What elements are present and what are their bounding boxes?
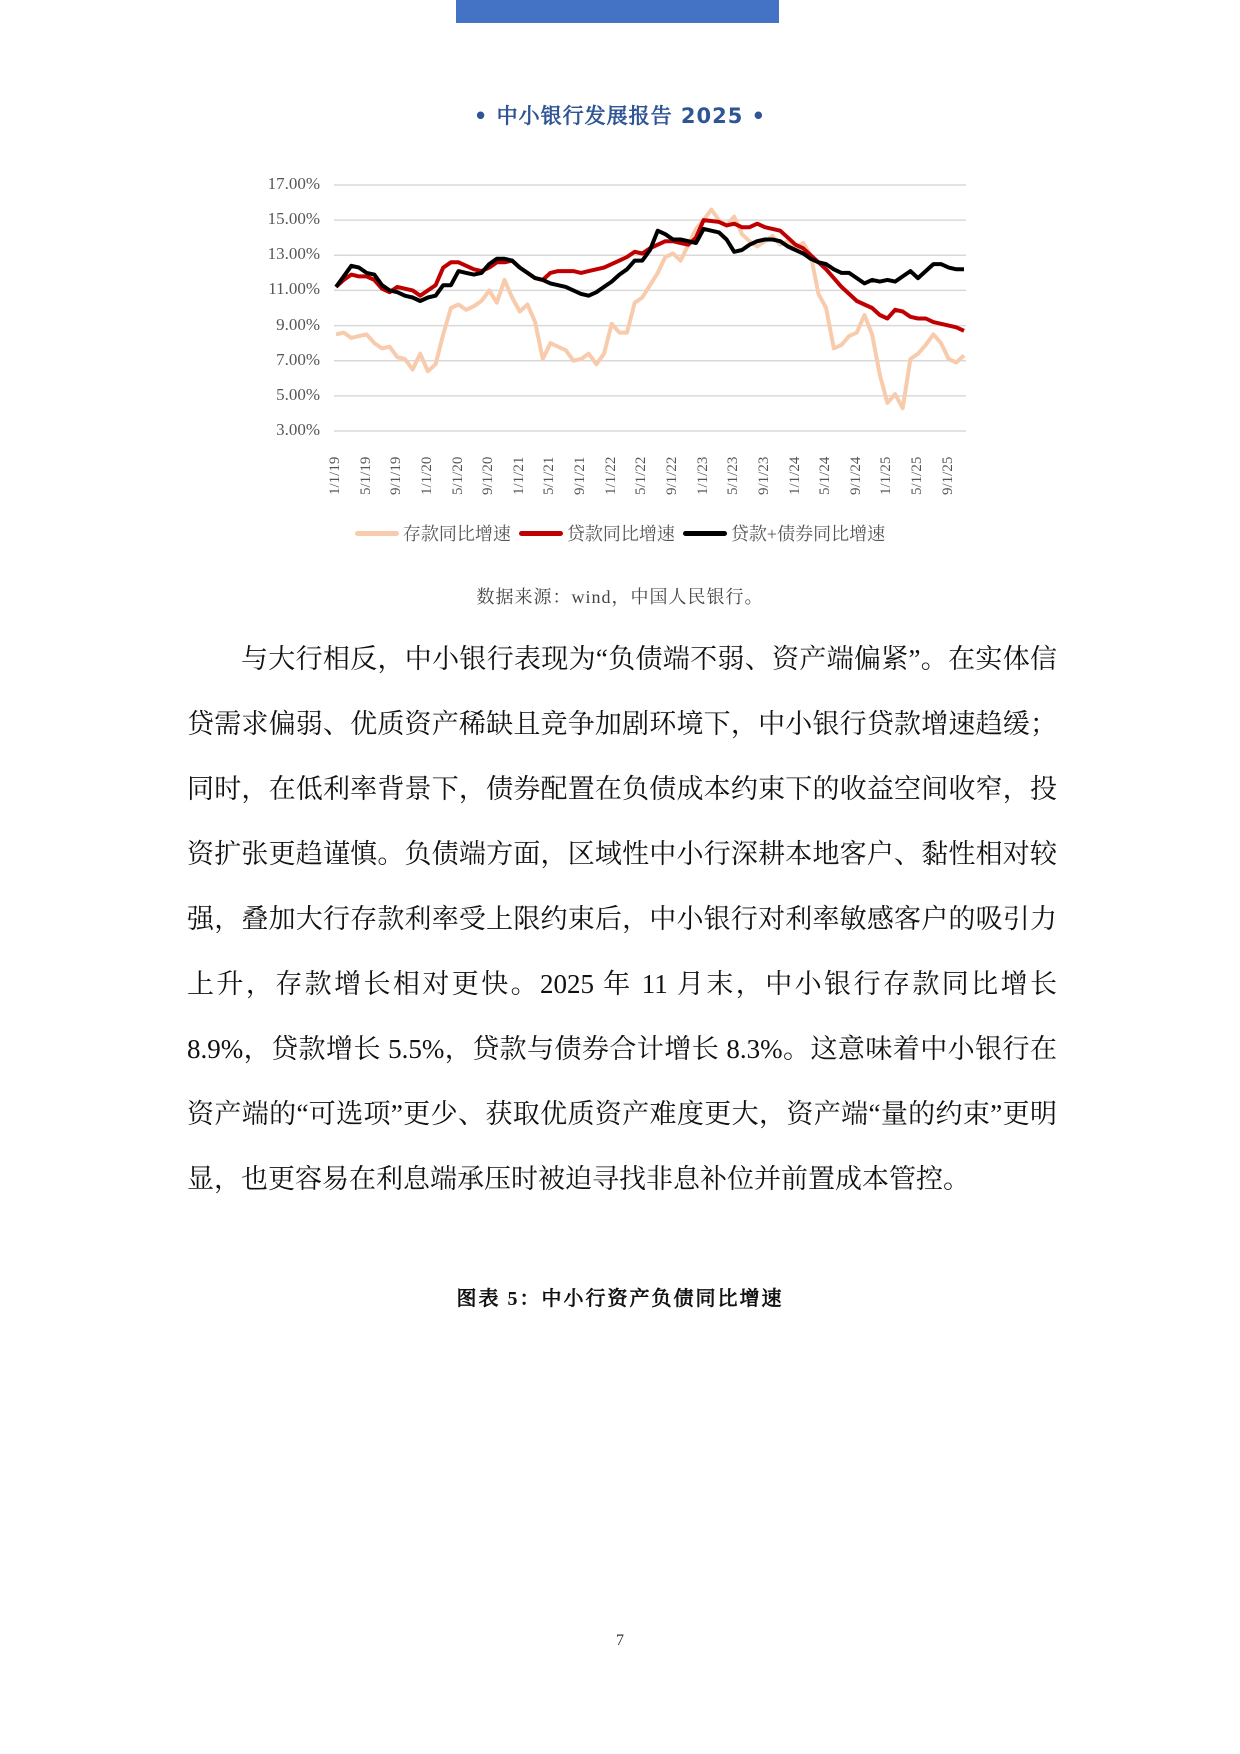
y-tick-label: 5.00% [276,384,320,404]
x-tick-label: 5/1/21 [541,456,558,495]
legend-swatch-loans [519,531,563,536]
line-chart [250,165,990,545]
legend-item-deposits [355,520,511,546]
legend-item-loans [519,520,675,546]
x-tick-label: 5/1/19 [357,456,374,495]
figure-source-note: 数据来源：wind，中国人民银行。 [476,587,764,607]
page-number: 7 [616,1632,624,1649]
x-tick-label: 1/1/22 [602,456,619,495]
header-accent-bar [456,0,779,23]
legend-item-loans-bonds [683,520,885,546]
running-header: • 中小银行发展报告 2025 • [473,104,767,128]
x-tick-label: 9/1/23 [755,456,772,495]
x-tick-label: 5/1/23 [725,456,742,495]
legend-label: 贷款同比增速 [566,524,675,544]
legend-swatch-loans-bonds [683,531,727,536]
y-tick-label: 3.00% [276,420,320,439]
x-tick-label: 5/1/24 [817,456,834,495]
chart-legend [250,520,990,546]
y-tick-label: 7.00% [276,349,320,369]
series-line-1 [336,220,964,331]
x-tick-label: 1/1/25 [878,456,895,495]
x-tick-label: 5/1/20 [449,456,466,495]
x-tick-label: 9/1/22 [663,456,680,495]
legend-swatch-deposits [355,531,399,536]
y-tick-label: 13.00% [267,244,320,264]
x-tick-label: 5/1/25 [909,456,926,495]
y-tick-label: 11.00% [268,279,320,299]
x-tick-label: 9/1/24 [847,456,864,495]
body-paragraph-block [187,627,1057,1212]
x-tick-label: 1/1/24 [786,456,803,495]
y-tick-label: 9.00% [276,314,320,334]
legend-label: 贷款+债券同比增速 [730,524,886,544]
x-tick-label: 1/1/23 [694,456,711,495]
y-tick-label: 15.00% [267,209,320,229]
legend-label: 存款同比增速 [402,524,511,544]
body-paragraph: 与大行相反，中小银行表现为“负债端不弱、资产端偏紧”。在实体信贷需求偏弱、优质资产稀缺且竞争加剧环境下，中小银行贷款增速趋缓；同时，在低利率背景下，债券配置在负债成本约束下的收益空间收窄，投资扩张更趋谨慎。负债端方面，区域性中小行深耕本地客户、黏性相对较强，叠加大行存款利率受上限约束后，中小银行对利率敏感客户的吸引力上升，存款增长相对更快。2025 年 11 月末，中小银行存款同比增长 8.9%，贷款增长 5.5%，贷款与债券合计增长 8.3%。这意味着中小银行在资产端的“可选项”更少、获取优质资产难度更大，资产端“量的约束”更明显，也更容易在利息端承压时被迫寻找非息补位并前置成本管控。 [187,644,1057,1194]
figure-caption: 图表 5：中小行资产负债同比增速 [456,1288,784,1310]
x-tick-label: 9/1/21 [572,456,589,495]
y-tick-label: 17.00% [267,174,320,193]
x-tick-label: 1/1/19 [327,456,343,495]
x-tick-label: 9/1/19 [388,456,405,495]
x-tick-label: 9/1/20 [480,456,497,495]
x-tick-label: 5/1/22 [633,456,650,495]
x-tick-label: 1/1/21 [510,456,527,495]
x-tick-label: 1/1/20 [418,456,435,495]
x-tick-label: 9/1/25 [939,456,956,495]
